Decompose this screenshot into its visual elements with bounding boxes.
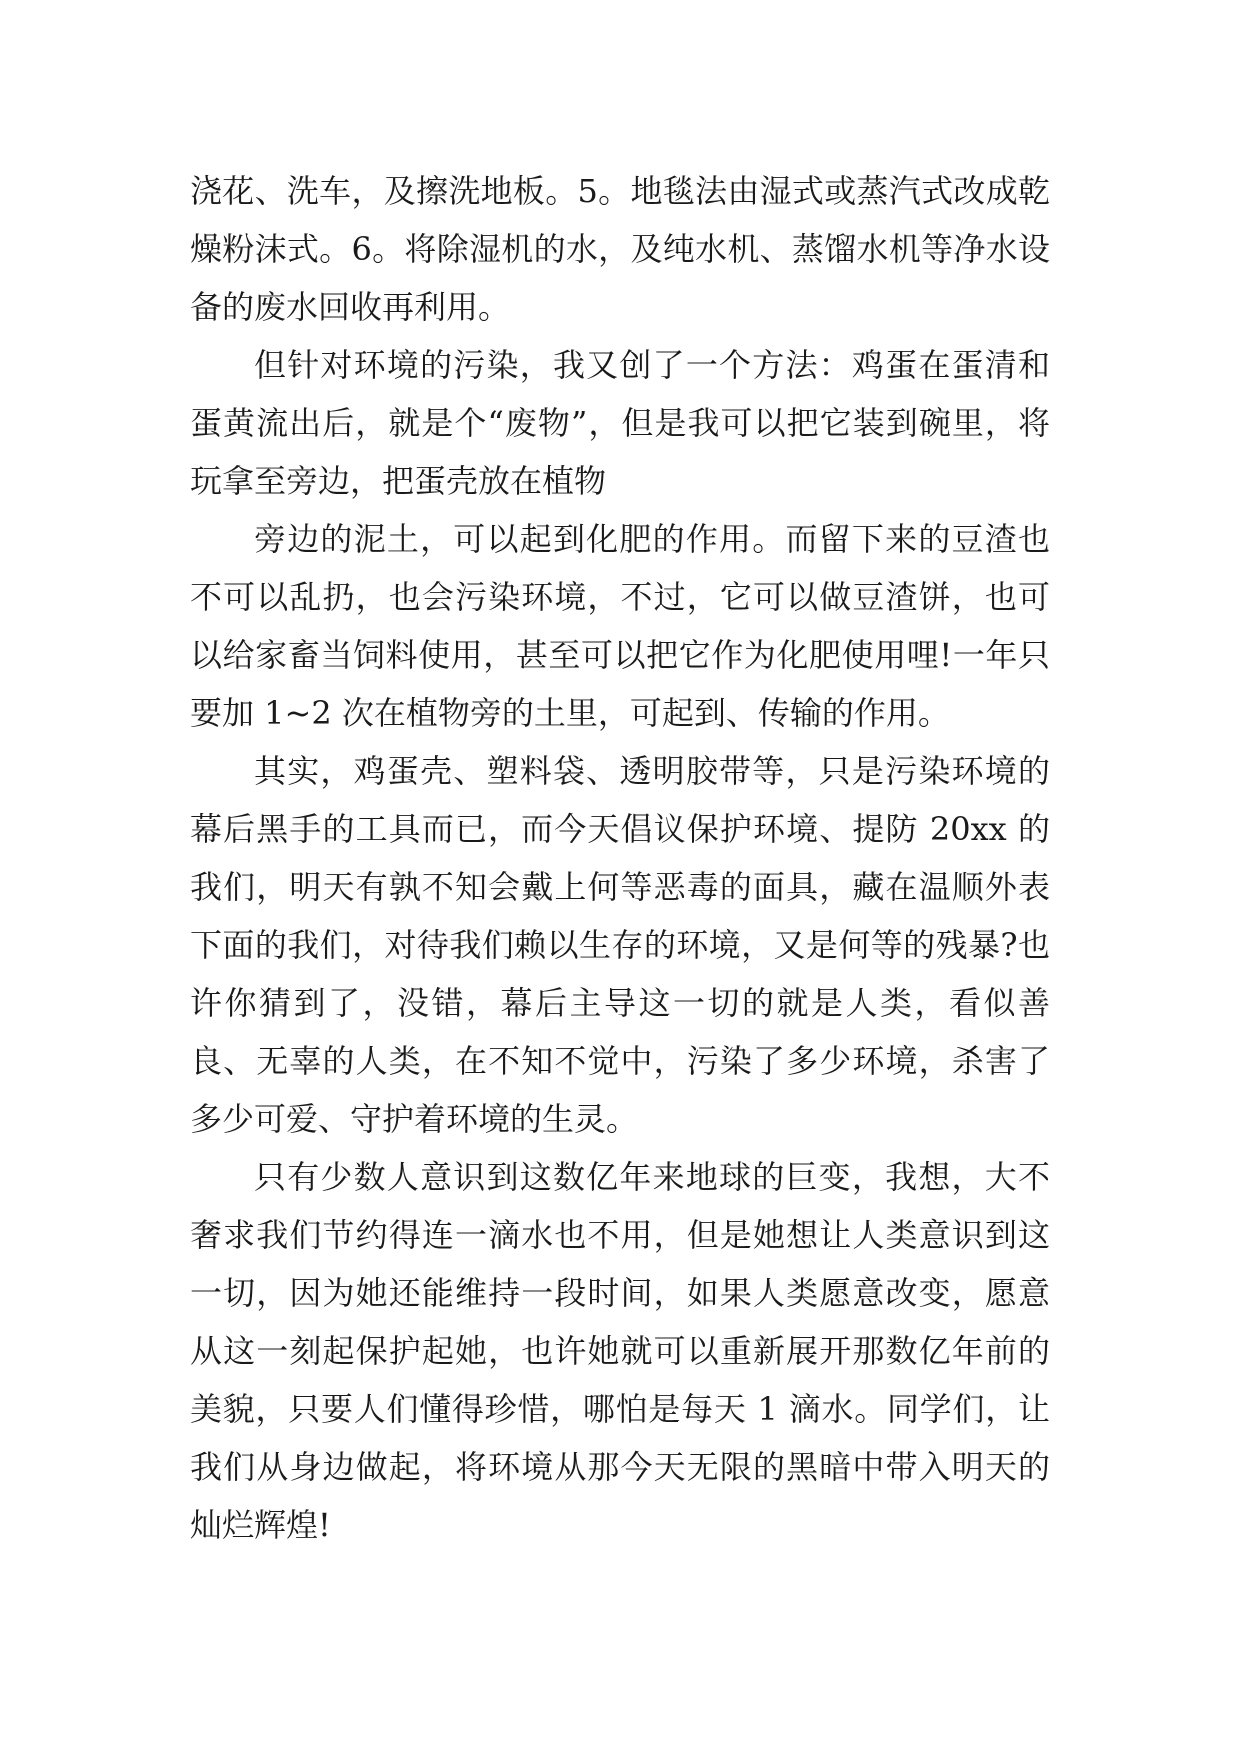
paragraph-conclusion: 只有少数人意识到这数亿年来地球的巨变，我想，大不奢求我们节约得连一滴水也不用，但是她想让人类意识到这一切，因为她还能维持一段时间，如果人类愿意改变，愿意从这一刻起保护起她，也许她就可以重新展开那数亿年前的美貌，只要人们懂得珍惜，哪怕是每天 1 滴水。同学们，让我们从身边做起，将环境从那今天无限的黑暗中带入明天的灿烂辉煌! [190, 1158, 1050, 1544]
paragraph-pollution-cause: 其实，鸡蛋壳、塑料袋、透明胶带等，只是污染环境的幕后黑手的工具而已，而今天倡议保护环境、提防 20xx 的我们，明天有孰不知会戴上何等恶毒的面具，藏在温顺外表下面的我们，对待我们赖以生存的环境，又是何等的残暴?也许你猜到了，没错，幕后主导这一切的就是人类，看似善良、无辜的人类，在不知不觉中，污染了多少环境，杀害了多少可爱、守护着环境的生灵。 [190, 752, 1050, 1138]
paragraph-soil-fertilizer: 旁边的泥土，可以起到化肥的作用。而留下来的豆渣也不可以乱扔，也会污染环境，不过，它可以做豆渣饼，也可以给家畜当饲料使用，甚至可以把它作为化肥使用哩!一年只要加 1~2 次在植物旁的土里，可起到、传输的作用。 [190, 520, 1050, 732]
paragraph-continuation: 浇花、洗车，及擦洗地板。5。地毯法由湿式或蒸汽式改成乾燥粉沫式。6。将除湿机的水，及纯水机、蒸馏水机等净水设备的废水回收再利用。 [190, 172, 1050, 326]
paragraph-eggshell-method: 但针对环境的污染，我又创了一个方法：鸡蛋在蛋清和蛋黄流出后，就是个“废物”，但是我可以把它装到碗里，将玩拿至旁边，把蛋壳放在植物 [190, 346, 1050, 500]
document-body [190, 162, 1050, 1554]
